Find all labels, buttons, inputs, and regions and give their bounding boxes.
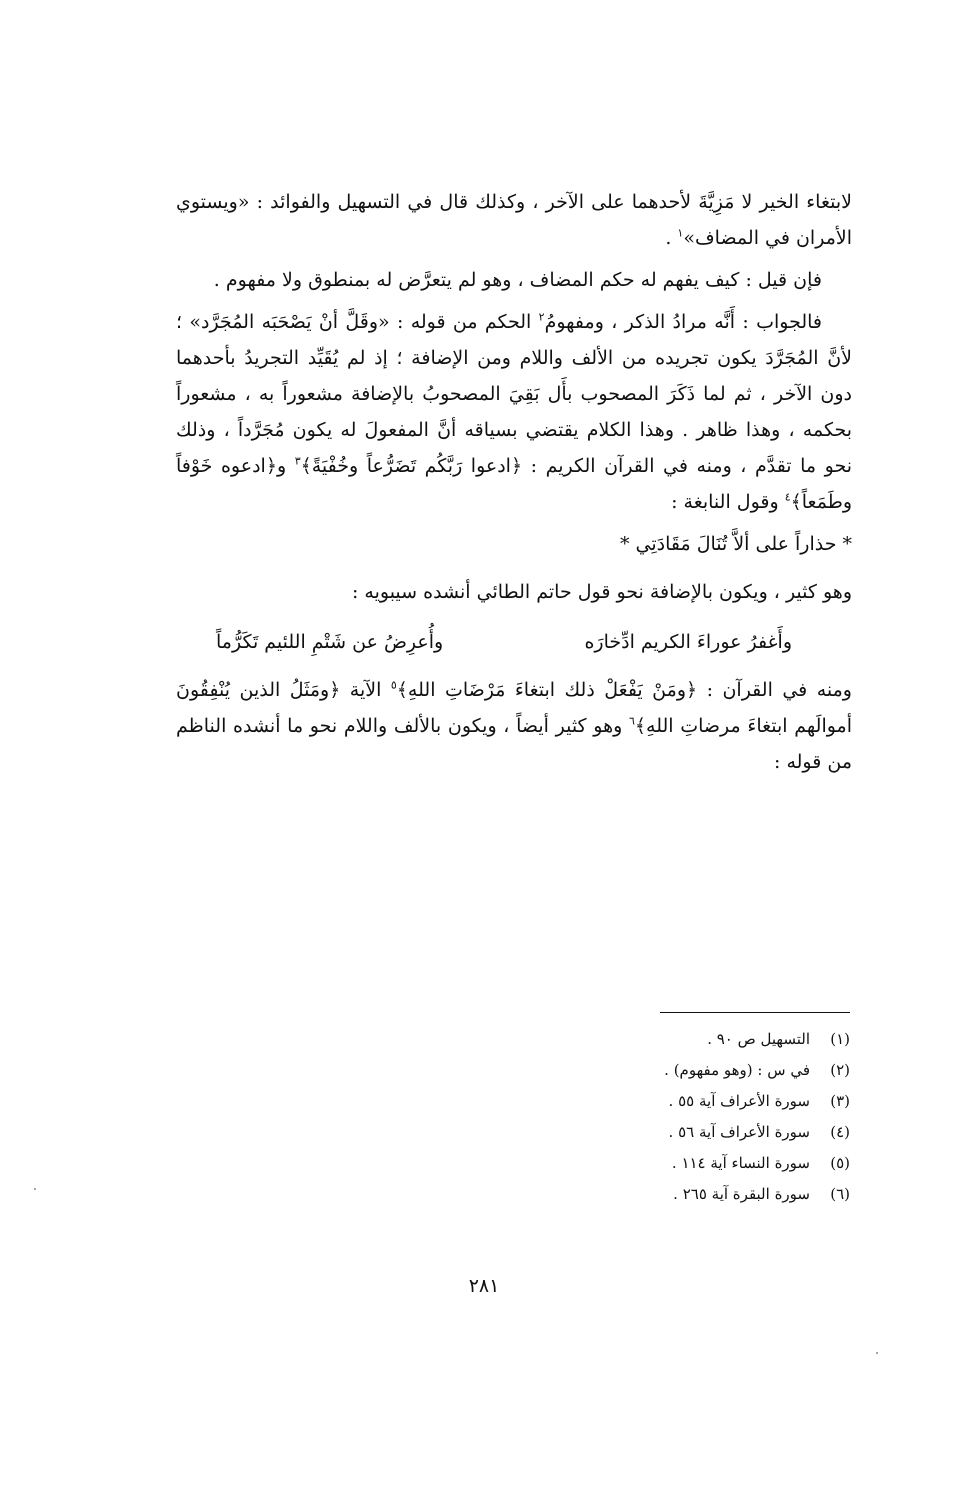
paragraph-3-text-d: وقول النابغة :: [671, 491, 779, 513]
paragraph-3: [176, 304, 852, 520]
paragraph-3-text-a: فالجواب : أَنَّه مرادُ الذكر ، ومفهومُ: [544, 311, 822, 333]
paragraph-5-text-c: وهو كثير أيضاً ، ويكون بالألف واللام نحو ما أنشده الناظم من قوله :: [176, 715, 852, 773]
footnote-separator: [660, 1012, 850, 1013]
verse-hatim: [176, 624, 852, 660]
verse-hatim-first-hemistich: وأَغفرُ عوراءَ الكريم ادِّخارَه: [584, 631, 792, 653]
scan-speck: [876, 1352, 878, 1354]
footnote-mark-2: ٢: [538, 310, 545, 324]
paragraph-1-end: .: [665, 227, 672, 249]
paragraph-3-text-c: و﴿ادعوه خَوْفاً وطَمَعاً﴾: [176, 455, 852, 513]
page-number: ٢٨١: [468, 1275, 500, 1297]
footnote-mark-3: ٣: [294, 454, 301, 468]
footnote-4-number: (٤): [830, 1123, 850, 1141]
footnote-2-text: في س : (وهو مفهوم) .: [664, 1061, 810, 1079]
paragraph-5-text-b: الآية ﴿ومَثَلُ الذين يُنْفِقُونَ أموالَهم ابتغاءَ مرضاتِ اللهِ﴾: [176, 679, 852, 737]
verse-line-nabigha: * حذاراً على ألاَّ تُنَالَ مَقَادَتِي *: [619, 533, 852, 555]
scan-speck: [34, 1188, 36, 1190]
footnote-1-text: التسهيل ص ٩٠ .: [707, 1030, 810, 1048]
body-text: [176, 184, 852, 780]
footnote-2-number: (٢): [830, 1061, 850, 1079]
footnote-mark-6: ٦: [628, 714, 635, 728]
footnote-4-text: سورة الأعراف آية ٥٦ .: [668, 1123, 810, 1141]
paragraph-4: [176, 574, 852, 610]
footnote-mark-4: ٤: [784, 490, 791, 504]
paragraph-2: [176, 262, 852, 298]
paragraph-2-text: فإن قيل : كيف يفهم له حكم المضاف ، وهو لم يتعرَّض له بمنطوق ولا مفهوم .: [213, 269, 822, 291]
footnote-6: [560, 1179, 850, 1210]
paragraph-4-text: وهو كثير ، ويكون بالإضافة نحو قول حاتم الطائي أنشده سيبويه :: [351, 581, 852, 603]
footnotes: [560, 1024, 850, 1210]
footnote-mark-1: ١: [677, 226, 684, 240]
footnote-1-number: (١): [830, 1030, 850, 1048]
footnote-4: [560, 1117, 850, 1148]
footnote-5-number: (٥): [830, 1154, 850, 1172]
footnote-3: [560, 1086, 850, 1117]
footnote-6-number: (٦): [830, 1185, 850, 1203]
footnote-1: [560, 1024, 850, 1055]
paragraph-1-text: لابتغاء الخير لا مَزِيَّةَ لأحدهما على الآخر ، وكذلك قال في التسهيل والفوائد : «ويستوي الأمران في المضاف»: [176, 191, 852, 249]
paragraph-3-text-b: الحكم من قوله : «وقَلَّ أنْ يَصْحَبَه المُجَرَّد» ؛ لأنَّ المُجَرَّدَ يكون تجريده من الألف واللام ومن الإضافة ؛ إذ لم يُقَيِّد التجريدُ بأحدهما دون الآخر ، ثم لما ذَكَرَ المصحوب بأَل بَقِيَ المصحوبُ بالإضافة مشعوراً به ، مشعوراً بحكمه ، وهذا ظاهر . وهذا الكلام يقتضي بسياقه أنَّ المفعولَ له يكون مُجَرَّداً ، وذلك نحو ما تقدَّم ، ومنه في القرآن الكريم : ﴿ادعوا رَبَّكُم تَضَرُّعاً وخُفْيَةً﴾: [176, 311, 853, 477]
footnote-6-text: سورة البقرة آية ٢٦٥ .: [673, 1185, 810, 1203]
footnote-5-text: سورة النساء آية ١١٤ .: [671, 1154, 810, 1172]
footnote-mark-5: ٥: [390, 678, 397, 692]
footnote-2: [560, 1055, 850, 1086]
footnote-5: [560, 1148, 850, 1179]
verse-hatim-second-hemistich: وأُعرِضُ عن شَتْمِ اللئيم تَكَرُّماً: [216, 631, 444, 653]
footnote-3-text: سورة الأعراف آية ٥٥ .: [668, 1092, 810, 1110]
paragraph-1: [176, 184, 852, 256]
paragraph-5-text-a: ومنه في القرآن : ﴿ومَنْ يَفْعَلْ ذلك ابتغاءَ مَرْضَاتِ اللهِ﴾: [396, 679, 852, 701]
footnote-3-number: (٣): [830, 1092, 850, 1110]
paragraph-5: [176, 672, 852, 780]
